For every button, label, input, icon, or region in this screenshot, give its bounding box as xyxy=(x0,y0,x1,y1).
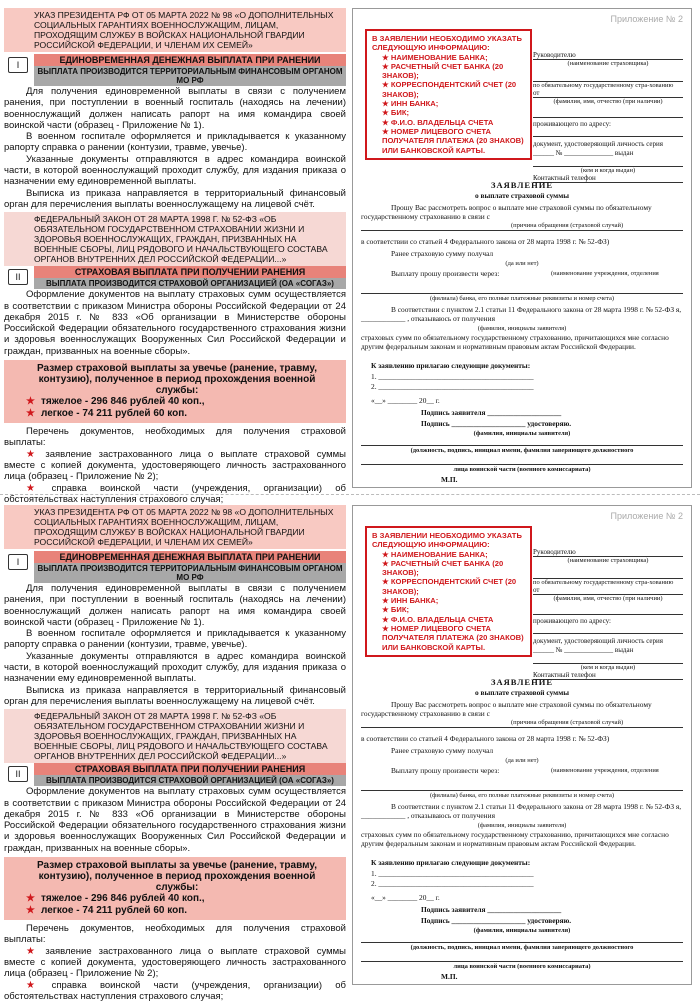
redbox-item: ★ БИК; xyxy=(382,605,410,615)
form-body-7: страховых сумм по обязательному государственному страхованию, причитающихся мне согласно другим федеральным законам и нормативным правовым актам Российской Федерации. xyxy=(361,830,669,848)
payout-item: ★ легкое - 74 211 рублей 60 коп. xyxy=(26,408,188,420)
form-body-1: Прошу Вас рассмотреть вопрос о выплате мне страховой суммы по обязательному государственному страхованию в связи с xyxy=(361,203,652,221)
form-date: «__» ________ 20__ г. xyxy=(371,396,440,405)
section-1-title: ЕДИНОВРЕМЕННАЯ ДЕНЕЖНАЯ ВЫПЛАТА ПРИ РАНЕНИИ xyxy=(34,54,346,66)
section-2-roman: II xyxy=(8,766,28,782)
attach-line: 2. __________________________________________ xyxy=(371,382,534,391)
payout-box xyxy=(4,360,346,423)
form-caption: (да или нет) xyxy=(505,260,539,267)
signature-line: Подпись ____________________ удостоверяю. xyxy=(421,916,572,925)
paragraph: В военном госпитале оформляется и прикладывается к указанному рапорту справка о ранении (контузии, травме, увечье). xyxy=(4,628,346,651)
left-column xyxy=(4,8,346,505)
redbox-item: ★ Ф.И.О. ВЛАДЕЛЬЦА СЧЕТА xyxy=(382,117,494,127)
payout-item: ★ легкое - 74 211 рублей 60 коп. xyxy=(26,905,188,917)
star-icon: ★ xyxy=(26,482,46,494)
paragraph: Для получения единовременной выплаты в связи с получением ранения, при поступлении в военный госпиталь (находясь на лечении) военнослужащий должен написать рапорт на имя командира своей воинской части (образец - Приложение № 1). xyxy=(4,86,346,131)
form-body-6: В соответствии с пунктом 2.1 статьи 11 Федерального закона от 28 марта 1998 г. № 52-ФЗ я, ____________ , отказываюсь от получения xyxy=(361,305,682,323)
paragraph: Для получения единовременной выплаты в связи с получением ранения, при поступлении в военный госпиталь (находясь на лечении) военнослужащий должен написать рапорт на имя командира своей воинской части (образец - Приложение № 1). xyxy=(4,583,346,628)
section-1-sub: ВЫПЛАТА ПРОИЗВОДИТСЯ ТЕРРИТОРИАЛЬНЫМ ФИНАНСОВЫМ ОРГАНОМ МО РФ xyxy=(34,563,346,583)
form-appendix-2 xyxy=(352,505,692,985)
form-caption: (филиала) банка, его полные платежные реквизиты и номер счета) xyxy=(361,790,683,800)
star-icon: ★ xyxy=(26,945,40,957)
redbox-item: ★ НОМЕР ЛИЦЕВОГО СЧЕТА ПОЛУЧАТЕЛЯ ПЛАТЕЖА (20 ЗНАКОВ) ИЛИ БАНКОВСКОЙ КАРТЫ. xyxy=(382,623,524,652)
form-body-7: страховых сумм по обязательному государственному страхованию, причитающихся мне согласно другим федеральным законам и нормативным правовым актам Российской Федерации. xyxy=(361,333,669,351)
redbox-item: ★ ИНН БАНКА; xyxy=(382,99,439,109)
payout-box-title: Размер страховой выплаты за увечье (ранение, травму, контузию), полученное в период прохождения военной службы: xyxy=(37,860,317,894)
payout-box-title: Размер страховой выплаты за увечье (ранение, травму, контузию), полученное в период прохождения военной службы: xyxy=(37,363,317,397)
form-body-2: в соответствии со статьей 4 Федерального закона от 28 марта 1998 г. № 52-ФЗ) xyxy=(361,734,610,743)
form-body-2: в соответствии со статьей 4 Федерального закона от 28 марта 1998 г. № 52-ФЗ) xyxy=(361,237,610,246)
list-item: ★ заявление застрахованного лица о выплате страховой суммы вместе с копией документа, удостоверяющего личность застрахованного лица (образец - Приложение № 2); xyxy=(4,448,346,483)
form-body-4: Выплату прошу произвести через: xyxy=(391,269,500,278)
leaflet-bottom xyxy=(0,497,700,1002)
paragraph: Перечень документов, необходимых для получения страховой выплаты: xyxy=(4,426,346,449)
paragraph: Указанные документы отправляются в адрес командира воинской части, в которой военнослужащий проходит службу, для издания приказа о назначении ему единовременной выплаты. xyxy=(4,153,346,188)
list-item: ★ заявление застрахованного лица о выплате страховой суммы вместе с копией документа, удостоверяющего личность застрахованного лица (образец - Приложение № 2); xyxy=(4,945,346,980)
redbox-item: ★ КОРРЕСПОНДЕНТСКИЙ СЧЕТ (20 ЗНАКОВ); xyxy=(382,80,517,99)
stamp-place: М.П. xyxy=(441,475,458,484)
paragraph: В военном госпитале оформляется и прикладывается к указанному рапорту справка о ранении (контузии, травме, увечье). xyxy=(4,131,346,154)
form-caption: (причина обращения (страховой случай) xyxy=(511,719,624,726)
redbox-item: ★ ИНН БАНКА; xyxy=(382,596,439,606)
redbox-intro: В ЗАЯВЛЕНИИ НЕОБХОДИМО УКАЗАТЬ СЛЕДУЮЩУЮ ИНФОРМАЦИЮ: xyxy=(372,34,522,53)
star-icon: ★ xyxy=(26,408,35,420)
section-1-title: ЕДИНОВРЕМЕННАЯ ДЕНЕЖНАЯ ВЫПЛАТА ПРИ РАНЕНИИ xyxy=(34,551,346,563)
form-body-3: Ранее страховую сумму получал xyxy=(391,249,494,258)
list-item: ★ справка воинской части (учреждения, организации) об обстоятельствах наступления страхового случая; xyxy=(4,482,346,505)
star-icon: ★ xyxy=(26,979,46,991)
redbox-item: ★ КОРРЕСПОНДЕНТСКИЙ СЧЕТ (20 ЗНАКОВ); xyxy=(382,577,517,596)
form-caption: (фамилия, инициалы заявителя) xyxy=(477,325,567,332)
star-icon: ★ xyxy=(26,893,35,905)
decree-header: УКАЗ ПРЕЗИДЕНТА РФ ОТ 05 МАРТА 2022 № 98 «О ДОПОЛНИТЕЛЬНЫХ СОЦИАЛЬНЫХ ГАРАНТИЯХ ВОЕННОСЛУЖАЩИМ, ЛИЦАМ, ПРОХОДЯЩИМ СЛУЖБУ В ВОЙСКАХ НАЦИОНАЛЬНОЙ ГВАРДИИ РОССИЙСКОЙ ФЕДЕРАЦИИ, И ЧЛЕНАМ ИХ СЕМЕЙ» xyxy=(4,8,346,52)
section-2-title: СТРАХОВАЯ ВЫПЛАТА ПРИ ПОЛУЧЕНИИ РАНЕНИЯ xyxy=(34,266,346,278)
attach-line: 2. __________________________________________ xyxy=(371,879,534,888)
paragraph: Оформление документов на выплату страховых сумм осуществляется в соответствии с приказом Министра обороны Российской Федерации от 24 декабря 2015 г. № 833 «Об организации в Министерстве обороны Российской Федерации обязательного государственного страхования жизни и здоровья военнослужащих Вооруженных Сил Российской Федерации и граждан, призванных на военные сборы». xyxy=(4,786,346,854)
form-title: ЗАЯВЛЕНИЕ xyxy=(490,180,553,190)
signature-line: Подпись заявителя ____________________ xyxy=(421,905,562,914)
form-title: ЗАЯВЛЕНИЕ xyxy=(490,677,553,687)
payout-box xyxy=(4,857,346,920)
section-2-header xyxy=(15,763,346,786)
form-caption: лица воинской части (военного комиссариата) xyxy=(361,961,683,971)
form-date: «__» ________ 20__ г. xyxy=(371,893,440,902)
section-2-header xyxy=(15,266,346,289)
star-icon: ★ xyxy=(26,905,35,917)
left-column xyxy=(4,505,346,1002)
paragraph: Выписка из приказа направляется в территориальный финансовый орган для перечисления выплаты военнослужащему на лицевой счёт. xyxy=(4,187,346,210)
section-1-roman: I xyxy=(8,57,28,73)
form-body-3: Ранее страховую сумму получал xyxy=(391,746,494,755)
form-body-1: Прошу Вас рассмотреть вопрос о выплате мне страховой суммы по обязательному государственному страхованию в связи с xyxy=(361,700,652,718)
redbox-item: ★ НОМЕР ЛИЦЕВОГО СЧЕТА ПОЛУЧАТЕЛЯ ПЛАТЕЖА (20 ЗНАКОВ) ИЛИ БАНКОВСКОЙ КАРТЫ. xyxy=(382,126,524,155)
redbox-item: ★ БИК; xyxy=(382,108,410,118)
field-head: Руководителю (наименование страховщика) по обязательному государственному стра-хованию от (фамилия, имя, отчество (при наличии) проживающего по адресу: документ, удостоверяющий личность серия ______ № ______________ выдан (кем и когда выдан) Контактный телефон xyxy=(533,51,683,183)
star-icon: ★ xyxy=(26,448,40,460)
form-line xyxy=(361,230,683,231)
form-caption: (фамилия, инициалы заявителя) xyxy=(477,822,567,829)
form-subtitle: о выплате страховой суммы xyxy=(474,191,570,200)
section-1-sub: ВЫПЛАТА ПРОИЗВОДИТСЯ ТЕРРИТОРИАЛЬНЫМ ФИНАНСОВЫМ ОРГАНОМ МО РФ xyxy=(34,66,346,86)
attach-heading: К заявлению прилагаю следующие документы: xyxy=(371,361,531,370)
appendix-label: Приложение № 2 xyxy=(610,511,683,521)
form-caption: (наименование учреждения, отделения xyxy=(551,270,659,277)
section-1-header xyxy=(16,54,346,86)
paragraph: Выписка из приказа направляется в территориальный финансовый орган для перечисления выплаты военнослужащему на лицевой счёт. xyxy=(4,684,346,707)
required-info-box xyxy=(365,29,532,160)
redbox-item: ★ НАИМЕНОВАНИЕ БАНКА; xyxy=(382,549,488,559)
attach-line: 1. __________________________________________ xyxy=(371,372,534,381)
payout-item: ★ тяжелое - 296 846 рублей 40 коп., xyxy=(26,893,205,905)
paragraph: Указанные документы отправляются в адрес командира воинской части, в которой военнослужащий проходит службу, для издания приказа о назначении ему единовременной выплаты. xyxy=(4,650,346,685)
law-header: ФЕДЕРАЛЬНЫЙ ЗАКОН ОТ 28 МАРТА 1998 Г. № 52-ФЗ «ОБ ОБЯЗАТЕЛЬНОМ ГОСУДАРСТВЕННОМ СТРАХОВАНИИ ЖИЗНИ И ЗДОРОВЬЯ ВОЕННОСЛУЖАЩИХ, ГРАЖДАН, ПРИЗВАННЫХ НА ВОЕННЫЕ СБОРЫ, ЛИЦ РЯДОВОГО И НАЧАЛЬСТВУЮЩЕГО СОСТАВА ОРГАНОВ ВНУТРЕННИХ ДЕЛ РОССИЙСКОЙ ФЕДЕРАЦИИ...» xyxy=(4,709,346,763)
form-caption: (наименование учреждения, отделения xyxy=(551,767,659,774)
form-appendix-2 xyxy=(352,8,692,488)
redbox-item: ★ РАСЧЕТНЫЙ СЧЕТ БАНКА (20 ЗНАКОВ); xyxy=(382,558,504,578)
signature-line: Подпись ____________________ удостоверяю. xyxy=(421,419,572,428)
form-body-4: Выплату прошу произвести через: xyxy=(391,766,500,775)
redbox-item: ★ НАИМЕНОВАНИЕ БАНКА; xyxy=(382,52,488,62)
section-1-header xyxy=(16,551,346,583)
star-icon: ★ xyxy=(26,396,35,408)
form-subtitle: о выплате страховой суммы xyxy=(474,688,570,697)
form-caption: (фамилия, инициалы заявителя) xyxy=(473,927,571,934)
section-2-title: СТРАХОВАЯ ВЫПЛАТА ПРИ ПОЛУЧЕНИИ РАНЕНИЯ xyxy=(34,763,346,775)
form-line xyxy=(361,727,683,728)
form-caption: (должность, подпись, инициал имени, фамилия заверяющего должностного xyxy=(361,942,683,952)
form-caption: лица воинской части (военного комиссариата) xyxy=(361,464,683,474)
required-info-box xyxy=(365,526,532,657)
attach-line: 1. __________________________________________ xyxy=(371,869,534,878)
redbox-item: ★ Ф.И.О. ВЛАДЕЛЬЦА СЧЕТА xyxy=(382,614,494,624)
form-caption: (да или нет) xyxy=(505,757,539,764)
section-2-sub: ВЫПЛАТА ПРОИЗВОДИТСЯ СТРАХОВОЙ ОРГАНИЗАЦИЕЙ (ОА «СОГАЗ») xyxy=(34,775,346,786)
section-1-roman: I xyxy=(8,554,28,570)
signature-line: Подпись заявителя ____________________ xyxy=(421,408,562,417)
form-caption: (должность, подпись, инициал имени, фамилия заверяющего должностного xyxy=(361,445,683,455)
attach-heading: К заявлению прилагаю следующие документы: xyxy=(371,858,531,867)
field-head: Руководителю (наименование страховщика) по обязательному государственному стра-хованию от (фамилия, имя, отчество (при наличии) проживающего по адресу: документ, удостоверяющий личность серия ______ № ______________ выдан (кем и когда выдан) Контактный телефон xyxy=(533,548,683,680)
form-caption: (филиала) банка, его полные платежные реквизиты и номер счета) xyxy=(361,293,683,303)
list-item: ★ справка воинской части (учреждения, организации) об обстоятельствах наступления страхового случая; xyxy=(4,979,346,1002)
redbox-item: ★ РАСЧЕТНЫЙ СЧЕТ БАНКА (20 ЗНАКОВ); xyxy=(382,61,504,81)
payout-item: ★ тяжелое - 296 846 рублей 40 коп., xyxy=(26,396,205,408)
stamp-place: М.П. xyxy=(441,972,458,981)
appendix-label: Приложение № 2 xyxy=(610,14,683,24)
law-header: ФЕДЕРАЛЬНЫЙ ЗАКОН ОТ 28 МАРТА 1998 Г. № 52-ФЗ «ОБ ОБЯЗАТЕЛЬНОМ ГОСУДАРСТВЕННОМ СТРАХОВАНИИ ЖИЗНИ И ЗДОРОВЬЯ ВОЕННОСЛУЖАЩИХ, ГРАЖДАН, ПРИЗВАННЫХ НА ВОЕННЫЕ СБОРЫ, ЛИЦ РЯДОВОГО И НАЧАЛЬСТВУЮЩЕГО СОСТАВА ОРГАНОВ ВНУТРЕННИХ ДЕЛ РОССИЙСКОЙ ФЕДЕРАЦИИ...» xyxy=(4,212,346,266)
form-caption: (причина обращения (страховой случай) xyxy=(511,222,624,229)
decree-header: УКАЗ ПРЕЗИДЕНТА РФ ОТ 05 МАРТА 2022 № 98 «О ДОПОЛНИТЕЛЬНЫХ СОЦИАЛЬНЫХ ГАРАНТИЯХ ВОЕННОСЛУЖАЩИМ, ЛИЦАМ, ПРОХОДЯЩИМ СЛУЖБУ В ВОЙСКАХ НАЦИОНАЛЬНОЙ ГВАРДИИ РОССИЙСКОЙ ФЕДЕРАЦИИ, И ЧЛЕНАМ ИХ СЕМЕЙ» xyxy=(4,505,346,549)
section-2-roman: II xyxy=(8,269,28,285)
paragraph: Оформление документов на выплату страховых сумм осуществляется в соответствии с приказом Министра обороны Российской Федерации от 24 декабря 2015 г. № 833 «Об организации в Министерстве обороны Российской Федерации обязательного государственного страхования жизни и здоровья военнослужащих Вооруженных Сил Российской Федерации и граждан, призванных на военные сборы». xyxy=(4,289,346,357)
form-caption: (фамилия, инициалы заявителя) xyxy=(473,430,571,437)
redbox-intro: В ЗАЯВЛЕНИИ НЕОБХОДИМО УКАЗАТЬ СЛЕДУЮЩУЮ ИНФОРМАЦИЮ: xyxy=(372,531,522,550)
form-body-6: В соответствии с пунктом 2.1 статьи 11 Федерального закона от 28 марта 1998 г. № 52-ФЗ я, ____________ , отказываюсь от получения xyxy=(361,802,682,820)
paragraph: Перечень документов, необходимых для получения страховой выплаты: xyxy=(4,923,346,946)
section-2-sub: ВЫПЛАТА ПРОИЗВОДИТСЯ СТРАХОВОЙ ОРГАНИЗАЦИЕЙ (ОА «СОГАЗ») xyxy=(34,278,346,289)
